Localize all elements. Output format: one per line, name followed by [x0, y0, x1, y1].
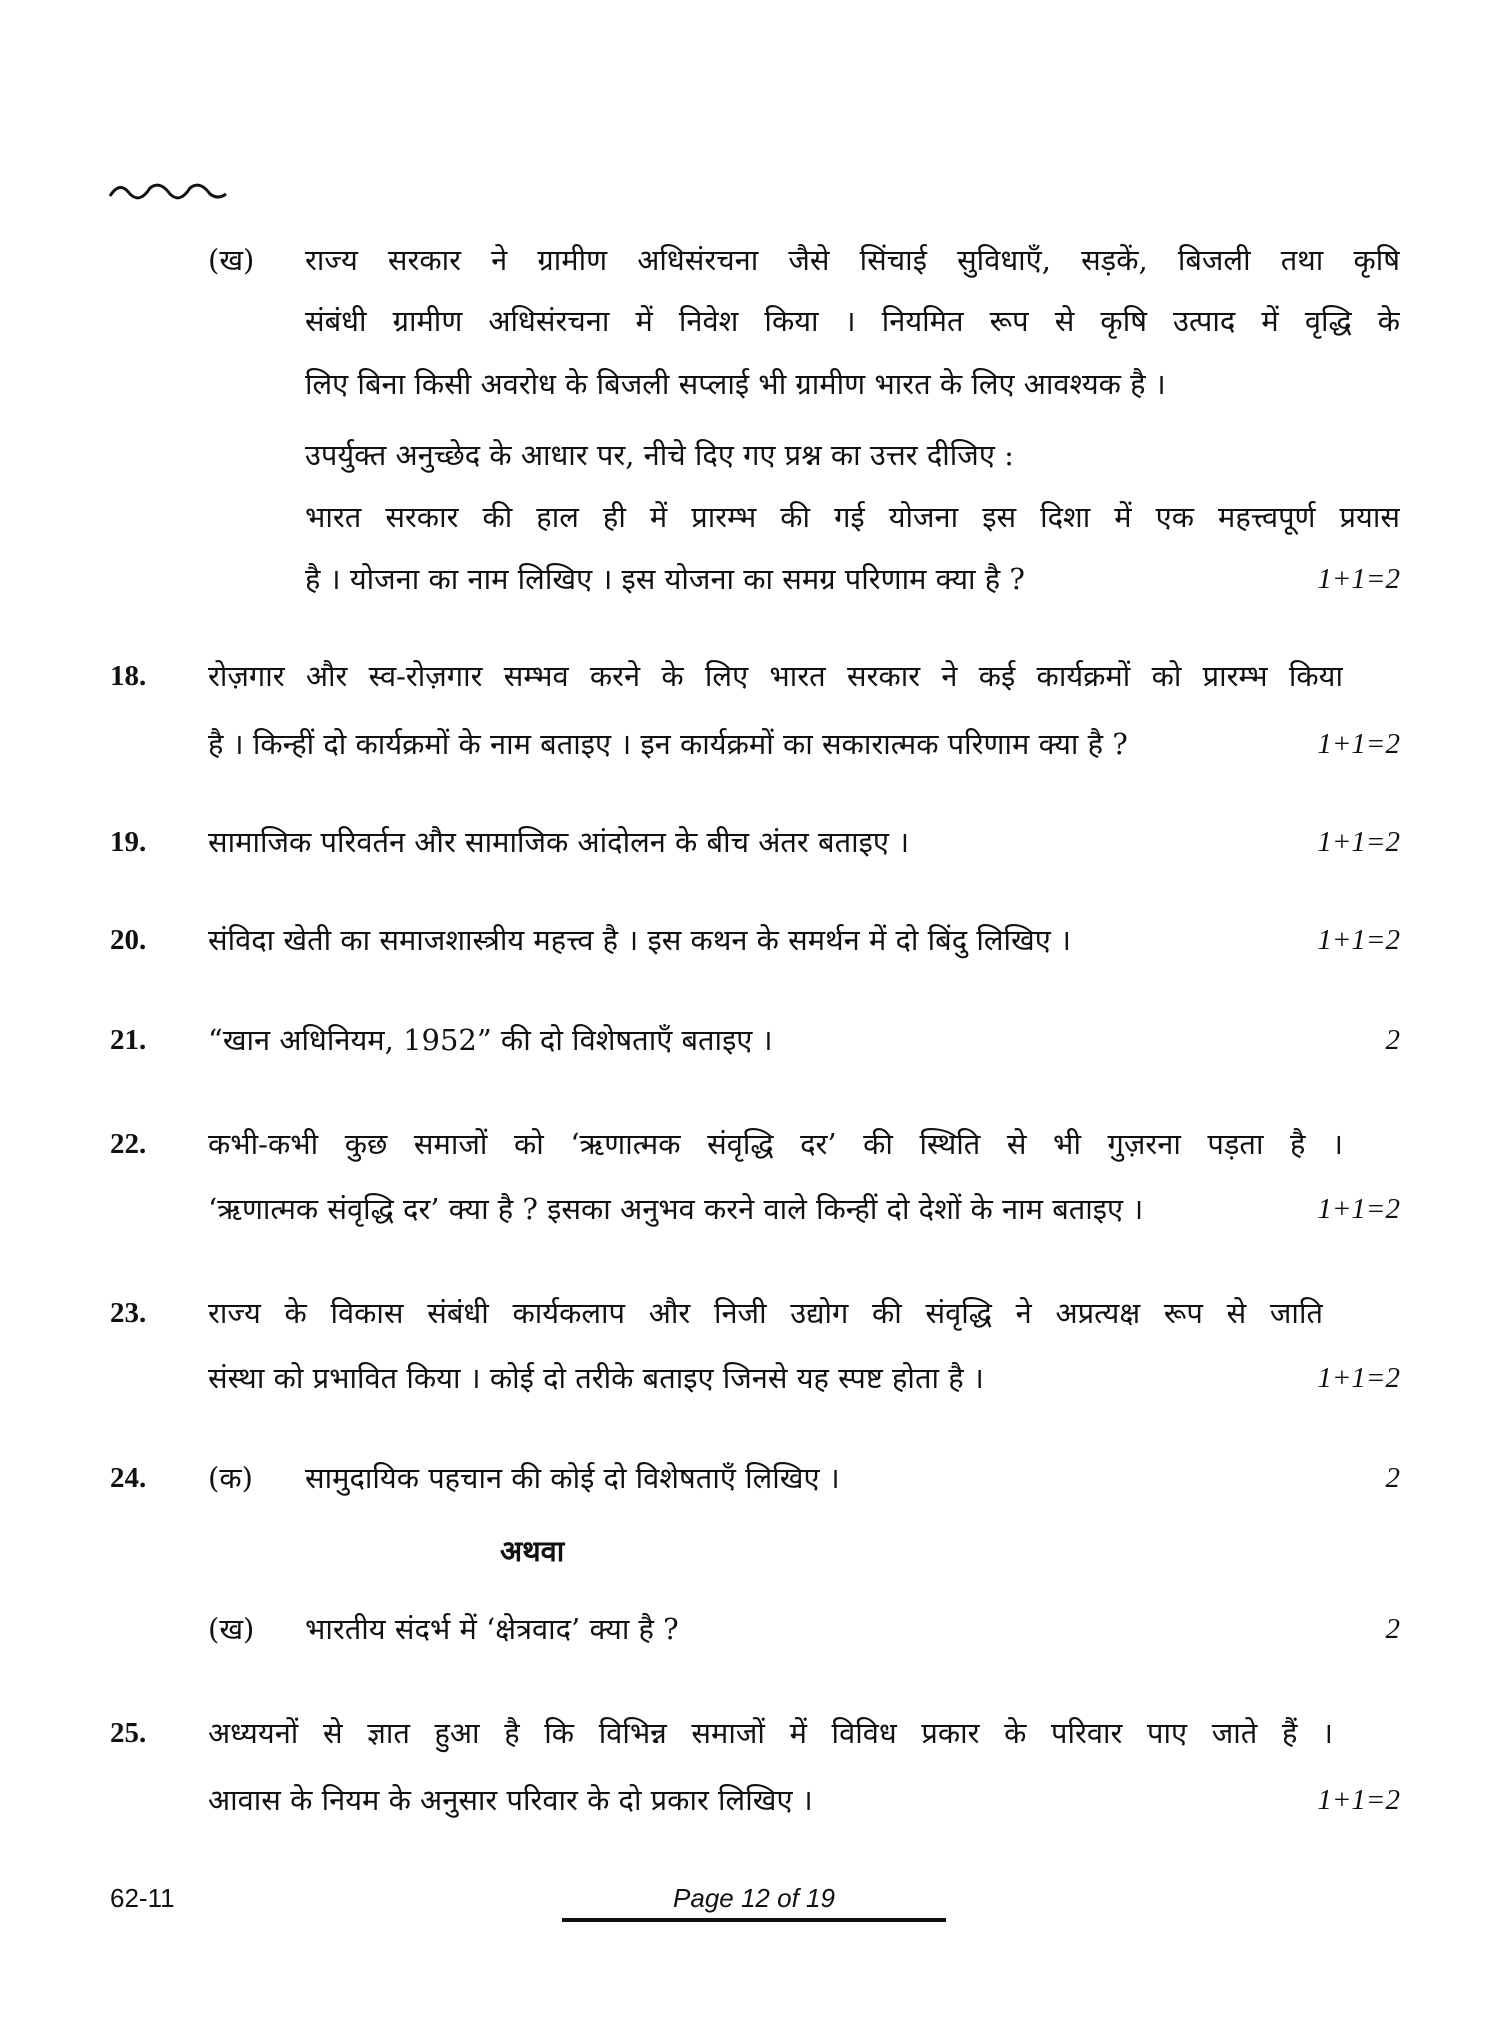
- subpart-label: (ख): [208, 243, 255, 277]
- question-line: “खान अधिनियम, 1952” की दो विशेषताएँ बताइए ।: [208, 1023, 773, 1057]
- marks: 2: [1385, 1024, 1400, 1056]
- question-number: 25.: [110, 1717, 147, 1749]
- question-line: संविदा खेती का समाजशास्त्रीय महत्त्व है । इस कथन के समर्थन में दो बिंदु लिखिए ।: [208, 923, 1071, 957]
- marks: 2: [1385, 1462, 1400, 1494]
- question-line: आवास के नियम के अनुसार परिवार के दो प्रकार लिखिए ।: [208, 1783, 813, 1817]
- paper-code: 62-11: [110, 1883, 175, 1913]
- question-line: ‘ऋणात्मक संवृद्धि दर’ क्या है ? इसका अनुभव करने वाले किन्हीं दो देशों के नाम बताइए ।: [208, 1192, 1144, 1226]
- or-divider: अथवा: [500, 1534, 565, 1568]
- question-line: है । किन्हीं दो कार्यक्रमों के नाम बताइए । इन कार्यक्रमों का सकारात्मक परिणाम क्या है ?: [208, 727, 1128, 761]
- marks: 1+1=2: [1317, 728, 1400, 760]
- marks: 1+1=2: [1317, 924, 1400, 956]
- question-line: संस्था को प्रभावित किया । कोई दो तरीके बताइए जिनसे यह स्पष्ट होता है ।: [208, 1361, 984, 1395]
- question-line: सामाजिक परिवर्तन और सामाजिक आंदोलन के बीच अंतर बताइए ।: [208, 825, 910, 859]
- marks: 1+1=2: [1317, 1784, 1400, 1816]
- passage-line: राज्य सरकार ने ग्रामीण अधिसंरचना जैसे सिंचाई सुविधाएँ, सड़कें, बिजली तथा कृषि: [305, 243, 1400, 277]
- marks: 1+1=2: [1317, 826, 1400, 858]
- question-number: 22.: [110, 1128, 147, 1160]
- question-line: कभी-कभी कुछ समाजों को ‘ऋणात्मक संवृद्धि दर’ की स्थिति से भी गुज़रना पड़ता है ।: [208, 1127, 1343, 1161]
- question-line: सामुदायिक पहचान की कोई दो विशेषताएँ लिखिए ।: [305, 1461, 840, 1495]
- marks: 2: [1385, 1613, 1400, 1645]
- question-line: रोज़गार और स्व-रोज़गार सम्भव करने के लिए भारत सरकार ने कई कार्यक्रमों को प्रारम्भ किया: [208, 659, 1343, 693]
- subpart-label: (क): [208, 1461, 253, 1495]
- page-number: Page 12 of 19: [673, 1883, 835, 1913]
- question-number: 18.: [110, 660, 147, 692]
- passage-line: संबंधी ग्रामीण अधिसंरचना में निवेश किया । नियमित रूप से कृषि उत्पाद में वृद्धि के: [305, 304, 1400, 338]
- marks: 1+1=2: [1317, 563, 1400, 595]
- question-number: 23.: [110, 1297, 147, 1329]
- passage-line: भारत सरकार की हाल ही में प्रारम्भ की गई योजना इस दिशा में एक महत्त्वपूर्ण प्रयास: [305, 500, 1400, 534]
- question-number: 24.: [110, 1462, 147, 1494]
- question-line: राज्य के विकास संबंधी कार्यकलाप और निजी उद्योग की संवृद्धि ने अप्रत्यक्ष रूप से जाति: [208, 1296, 1323, 1330]
- marks: 1+1=2: [1317, 1193, 1400, 1225]
- marks: 1+1=2: [1317, 1362, 1400, 1394]
- passage-line: है । योजना का नाम लिखिए । इस योजना का समग्र परिणाम क्या है ?: [305, 562, 1025, 596]
- passage-line: लिए बिना किसी अवरोध के बिजली सप्लाई भी ग्रामीण भारत के लिए आवश्यक है ।: [305, 367, 1166, 401]
- question-number: 21.: [110, 1024, 147, 1056]
- question-line: भारतीय संदर्भ में ‘क्षेत्रवाद’ क्या है ?: [305, 1612, 679, 1646]
- subpart-label: (ख): [208, 1612, 255, 1646]
- footer-rule: [562, 1918, 946, 1922]
- question-number: 19.: [110, 826, 147, 858]
- question-number: 20.: [110, 924, 147, 956]
- question-line: अध्ययनों से ज्ञात हुआ है कि विभिन्न समाजों में विविध प्रकार के परिवार पाए जाते हैं ।: [208, 1716, 1333, 1750]
- passage-line: उपर्युक्त अनुच्छेद के आधार पर, नीचे दिए गए प्रश्न का उत्तर दीजिए :: [305, 438, 1014, 472]
- wave-mark-icon: [108, 178, 228, 204]
